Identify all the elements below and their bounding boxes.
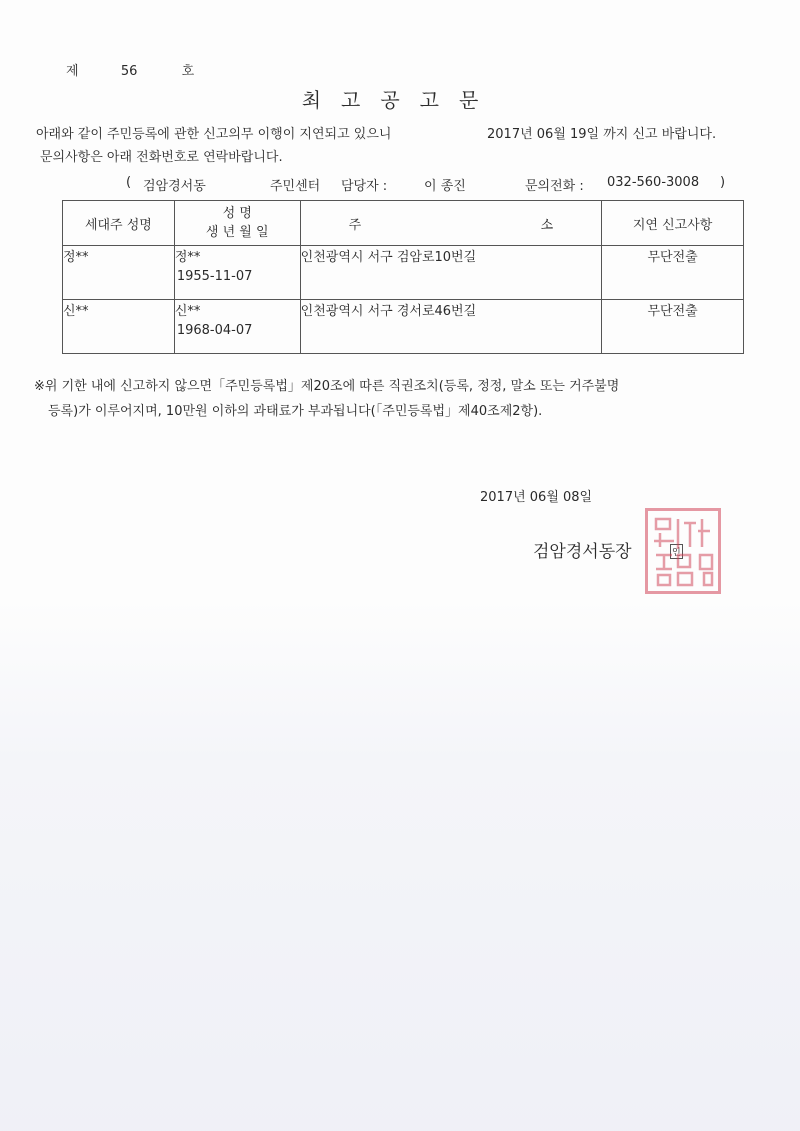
deadline-text: 2017년 06월 19일 까지 신고 바랍니다.: [487, 127, 717, 142]
table-row: [63, 246, 744, 300]
issuing-official: 검암경서동장: [533, 542, 632, 562]
cell-name-birth: [174, 300, 300, 354]
official-seal-stamp: [645, 508, 721, 594]
header-name-birth: [174, 201, 300, 246]
cell-birth: 1955-11-07: [176, 269, 253, 284]
seal-glyphs: [648, 511, 718, 591]
document-number-suffix: 호: [181, 64, 195, 79]
cell-name-birth: [174, 246, 300, 300]
header-name: 성 명: [222, 206, 252, 221]
header-address-left: 주: [348, 218, 362, 233]
table-header-row: [63, 201, 744, 246]
contact-phone-label: 문의전화 :: [525, 179, 584, 194]
legal-notice-line-2: 등록)가 이루어지며, 10만원 이하의 과태료가 부과됩니다(「주민등록법」제40조제2항).: [48, 404, 543, 419]
cell-reason: 무단전출: [602, 300, 744, 354]
contact-phone: 032-560-3008: [607, 175, 700, 190]
contact-manager-label: 담당자 :: [341, 179, 388, 194]
seal-mark: 인: [670, 544, 683, 559]
document-number-value: 56: [120, 64, 138, 79]
intro-line-1: 아래와 같이 주민등록에 관한 신고의무 이행이 지연되고 있으니: [36, 127, 392, 142]
document-number-prefix: 제: [66, 64, 79, 79]
contact-office: 검암경서동: [143, 179, 206, 194]
contact-center: 주민센터: [270, 179, 321, 194]
cell-householder: 신**: [63, 300, 175, 354]
cell-address: 인천광역시 서구 검암로10번길: [300, 246, 602, 300]
cell-reason: 무단전출: [602, 246, 744, 300]
scan-background: [0, 600, 800, 1131]
cell-name: 신**: [174, 304, 201, 319]
cell-householder: 정**: [63, 246, 175, 300]
header-birth: 생 년 월 일: [205, 225, 269, 240]
contact-open-paren: (: [126, 175, 132, 190]
header-householder: 세대주 성명: [63, 201, 175, 246]
table-row: [63, 300, 744, 354]
issue-date: 2017년 06월 08일: [480, 490, 593, 505]
cell-birth: 1968-04-07: [176, 323, 253, 338]
notice-table: [62, 200, 744, 354]
header-address: [300, 201, 602, 246]
contact-manager: 이 종진: [424, 179, 466, 194]
document-number: [66, 60, 194, 79]
contact-close-paren: ): [720, 175, 726, 190]
header-reason: 지연 신고사항: [602, 201, 744, 246]
cell-name: 정**: [174, 250, 201, 265]
cell-address: 인천광역시 서구 경서로46번길: [300, 300, 602, 354]
header-address-right: 소: [540, 218, 554, 233]
intro-line-2: 문의사항은 아래 전화번호로 연락바랍니다.: [40, 150, 283, 165]
document-title: 최고공고문: [301, 88, 499, 112]
legal-notice-line-1: ※위 기한 내에 신고하지 않으면「주민등록법」제20조에 따른 직권조치(등록, 정정, 말소 또는 거주불명: [34, 379, 620, 394]
